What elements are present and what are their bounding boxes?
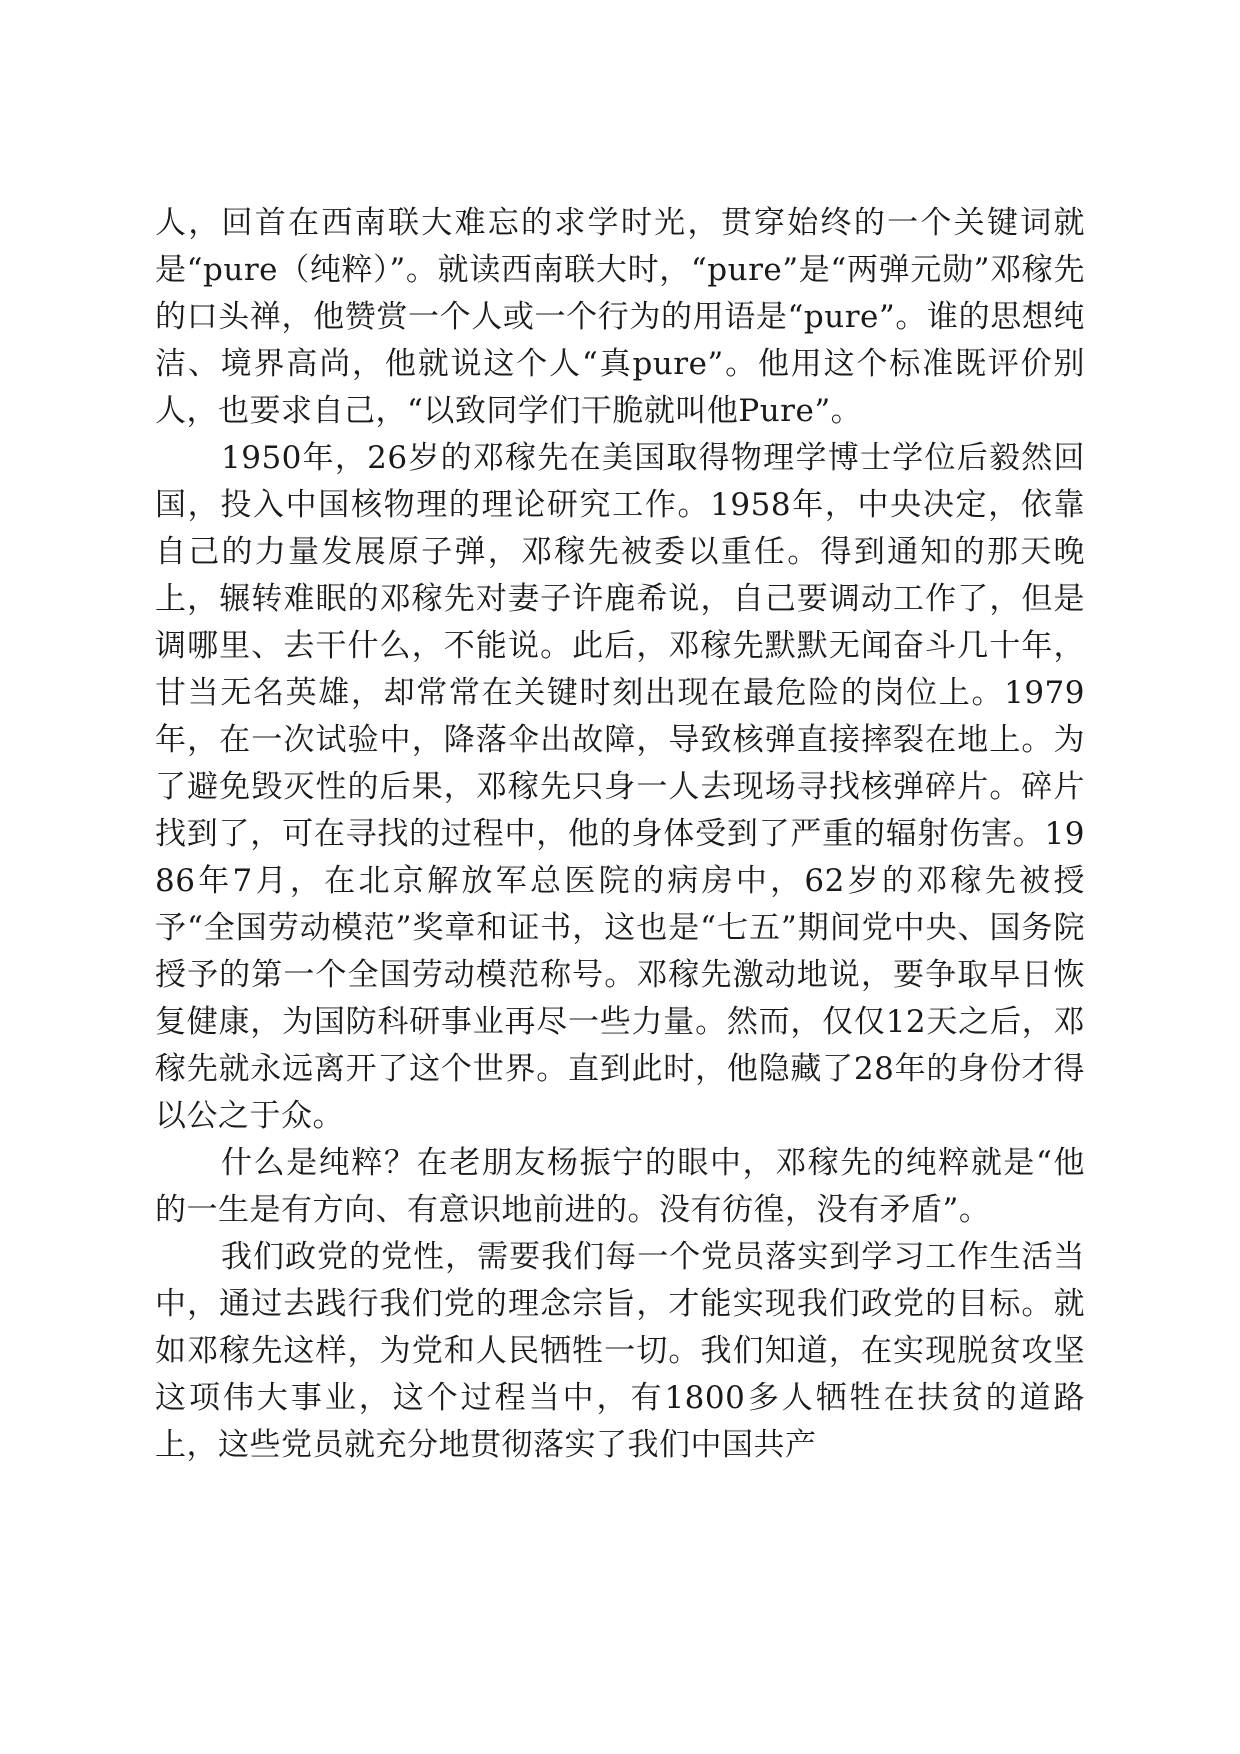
paragraph-4: 我们政党的党性，需要我们每一个党员落实到学习工作生活当中，通过去践行我们党的理念宗旨，才能实现我们政党的目标。就如邓稼先这样，为党和人民牺牲一切。我们知道，在实现脱贫攻坚这项伟大事业，这个过程当中，有1800多人牺牲在扶贫的道路上，这些党员就充分地贯彻落实了我们中国共产 [155,1239,1085,1463]
paragraph-1: 人，回首在西南联大难忘的求学时光，贯穿始终的一个关键词就是“pure（纯粹）”。就读西南联大时，“pure”是“两弹元勋”邓稼先的口头禅，他赞赏一个人或一个行为的用语是“pure”。谁的思想纯洁、境界高尚，他就说这个人“真pure”。他用这个标准既评价别人，也要求自己，“以致同学们干脆就叫他Pure”。 [155,205,1085,429]
paragraph-2: 1950年，26岁的邓稼先在美国取得物理学博士学位后毅然回国，投入中国核物理的理论研究工作。1958年，中央决定，依靠自己的力量发展原子弹，邓稼先被委以重任。得到通知的那天晚上，辗转难眠的邓稼先对妻子许鹿希说，自己要调动工作了，但是调哪里、去干什么，不能说。此后，邓稼先默默无闻奋斗几十年，甘当无名英雄，却常常在关键时刻出现在最危险的岗位上。1979年，在一次试验中，降落伞出故障，导致核弹直接摔裂在地上。为了避免毁灭性的后果，邓稼先只身一人去现场寻找核弹碎片。碎片找到了，可在寻找的过程中，他的身体受到了严重的辐射伤害。1986年7月，在北京解放军总医院的病房中，62岁的邓稼先被授予“全国劳动模范”奖章和证书，这也是“七五”期间党中央、国务院授予的第一个全国劳动模范称号。邓稼先激动地说，要争取早日恢复健康，为国防科研事业再尽一些力量。然而，仅仅12天之后，邓稼先就永远离开了这个世界。直到此时，他隐藏了28年的身份才得以公之于众。 [155,440,1085,1134]
body-text [155,200,1085,1469]
paragraph-3: 什么是纯粹？在老朋友杨振宁的眼中，邓稼先的纯粹就是“他的一生是有方向、有意识地前进的。没有彷徨，没有矛盾”。 [155,1145,1085,1228]
